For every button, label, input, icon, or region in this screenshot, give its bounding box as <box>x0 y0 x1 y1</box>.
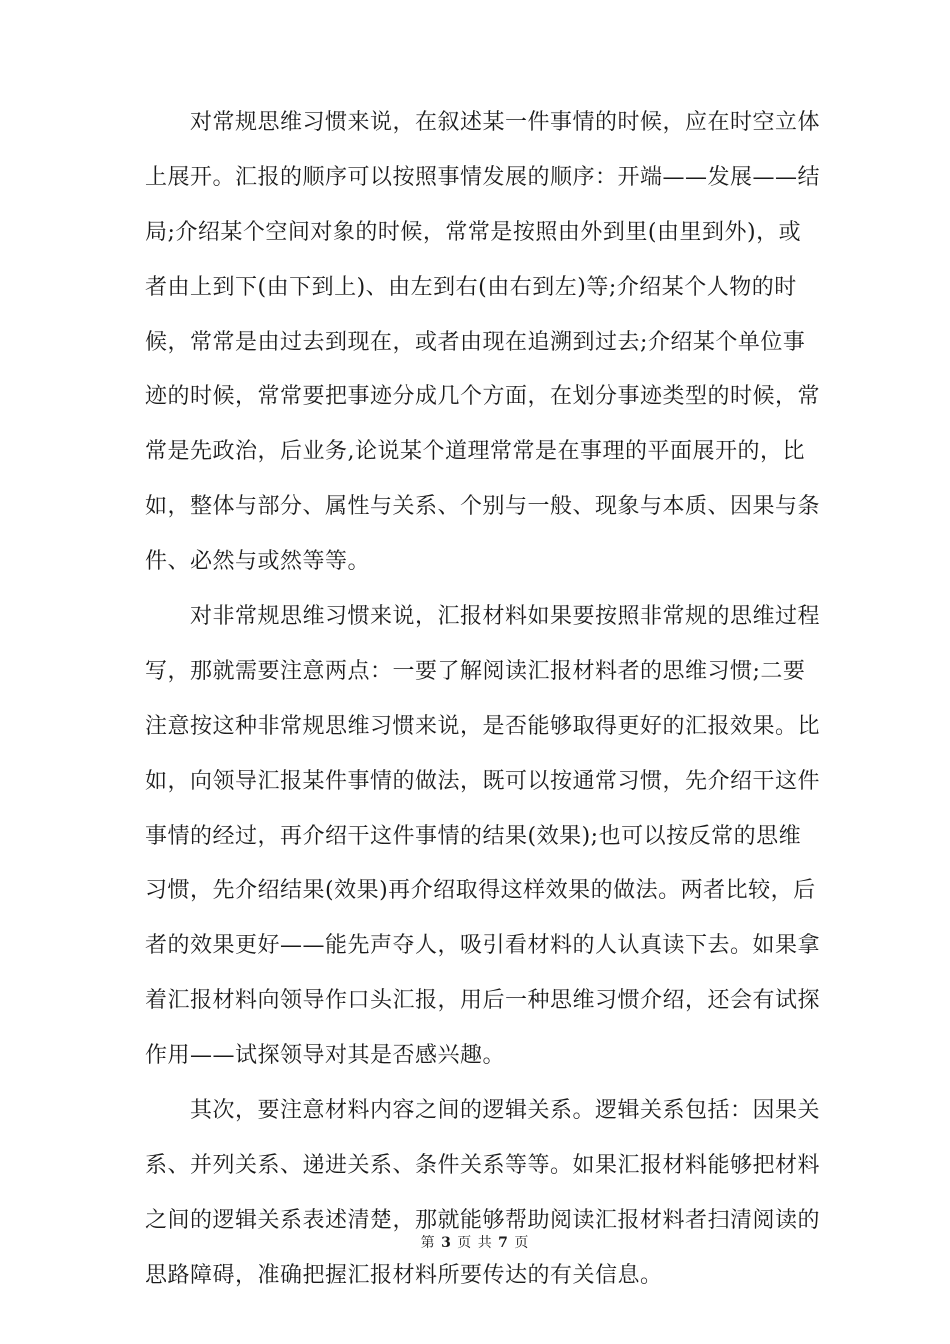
footer-suffix: 页 <box>514 1235 530 1251</box>
text-line: 者的效果更好——能先声夺人，吸引看材料的人认真读下去。如果拿 <box>145 933 821 959</box>
footer-middle: 页 共 <box>457 1235 493 1251</box>
text-line: 如，向领导汇报某件事情的做法，既可以按通常习惯，先介绍干这件 <box>145 768 821 794</box>
text-line: 其次，要注意材料内容之间的逻辑关系。逻辑关系包括：因果关 <box>145 1098 821 1124</box>
text-line: 者由上到下(由下到上)、由左到右(由右到左)等;介绍某个人物的时 <box>145 274 797 300</box>
text-line: 对常规思维习惯来说，在叙述某一件事情的时候，应在时空立体 <box>145 110 821 135</box>
footer-prefix: 第 <box>420 1235 436 1251</box>
text-line: 系、并列关系、递进关系、条件关系等等。如果汇报材料能够把材料 <box>145 1152 821 1178</box>
document-body <box>145 96 821 1304</box>
page-footer <box>0 1232 950 1252</box>
text-line: 常是先政治，后业务,论说某个道理常常是在事理的平面展开的，比 <box>145 439 805 465</box>
text-line: 迹的时候，常常要把事迹分成几个方面，在划分事迹类型的时候，常 <box>145 384 821 410</box>
text-line: 思路障碍，准确把握汇报材料所要传达的有关信息。 <box>145 1262 663 1288</box>
text-line: 件、必然与或然等等。 <box>145 549 371 575</box>
text-line: 注意按这种非常规思维习惯来说，是否能够取得更好的汇报效果。比 <box>145 713 821 739</box>
text-line: 事情的经过，再介绍干这件事情的结果(效果);也可以按反常的思维 <box>145 823 802 849</box>
text-line: 上展开。汇报的顺序可以按照事情发展的顺序：开端——发展——结 <box>145 164 821 190</box>
text-line: 如，整体与部分、属性与关系、个别与一般、现象与本质、因果与条 <box>145 494 821 520</box>
text-line: 之间的逻辑关系表述清楚，那就能够帮助阅读汇报材料者扫清阅读的 <box>145 1207 821 1233</box>
text-line: 候，常常是由过去到现在，或者由现在追溯到过去;介绍某个单位事 <box>145 329 806 355</box>
text-line: 局;介绍某个空间对象的时候，常常是按照由外到里(由里到外)，或 <box>145 219 802 245</box>
text-line: 对非常规思维习惯来说，汇报材料如果要按照非常规的思维过程 <box>145 604 821 630</box>
text-line: 着汇报材料向领导作口头汇报，用后一种思维习惯介绍，还会有试探 <box>145 988 821 1014</box>
current-page-number: 3 <box>441 1235 452 1251</box>
text-line: 写，那就需要注意两点：一要了解阅读汇报材料者的思维习惯;二要 <box>145 658 806 684</box>
paragraph-3 <box>145 1084 821 1304</box>
text-line: 习惯，先介绍结果(效果)再介绍取得这样效果的做法。两者比较，后 <box>145 878 816 904</box>
total-page-number: 7 <box>498 1235 509 1251</box>
text-line: 作用——试探领导对其是否感兴趣。 <box>145 1043 506 1069</box>
paragraph-2 <box>145 590 821 1084</box>
paragraph-1 <box>145 96 821 590</box>
